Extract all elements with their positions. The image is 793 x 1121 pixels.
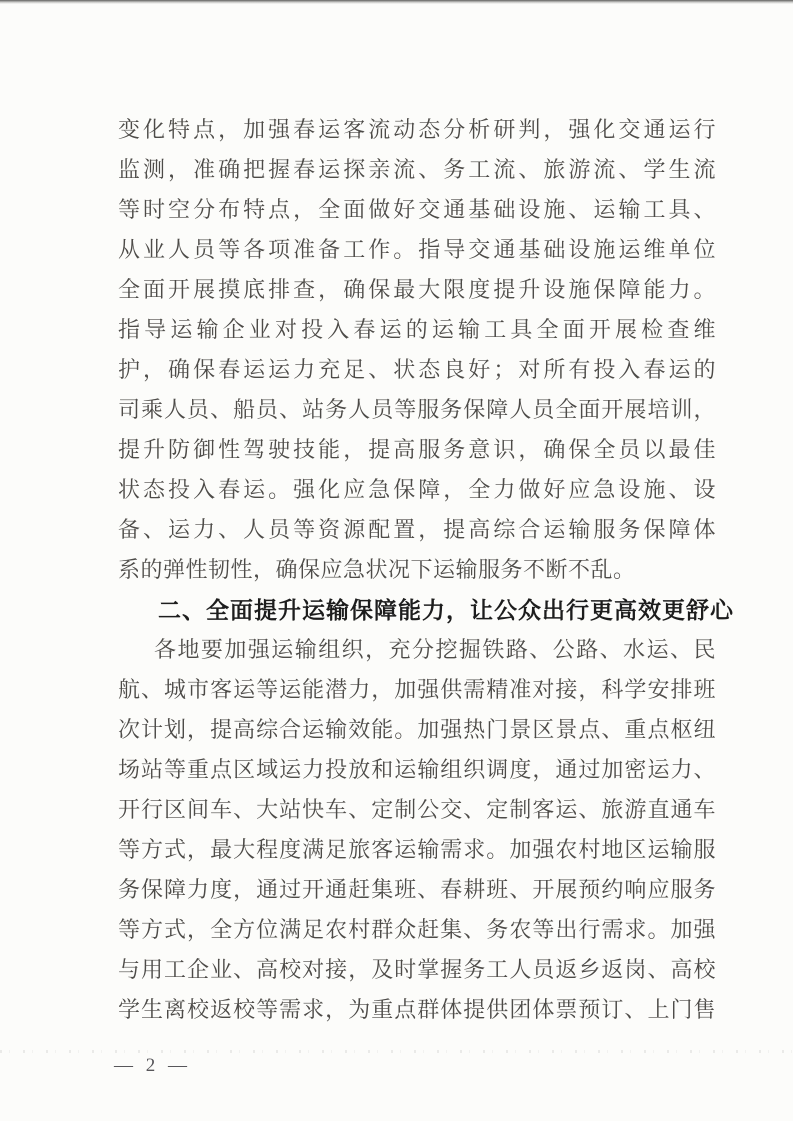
text-line: 学生离校返校等需求，为重点群体提供团体票预订、上门售 — [118, 997, 716, 1022]
text-line: 备、运力、人员等资源配置，提高综合运输服务保障体 — [118, 517, 716, 542]
text-line: 提升防御性驾驶技能，提高服务意识，确保全员以最佳 — [118, 437, 716, 462]
document-body — [118, 110, 734, 1030]
text-line: 变化特点，加强春运客流动态分析研判，强化交通运行 — [118, 117, 716, 142]
scan-noise-artifact — [0, 1050, 793, 1053]
text-line: 等时空分布特点，全面做好交通基础设施、运输工具、 — [118, 197, 716, 222]
text-line: 场站等重点区域运力投放和运输组织调度，通过加密运力、 — [118, 757, 716, 782]
text-line: 航、城市客运等运能潜力，加强供需精准对接，科学安排班 — [118, 677, 716, 702]
text-line: 次计划，提高综合运输效能。加强热门景区景点、重点枢纽 — [118, 717, 716, 742]
text-line: 等方式，全方位满足农村群众赶集、务农等出行需求。加强 — [118, 917, 716, 942]
text-line: 务保障力度，通过开通赶集班、春耕班、开展预约响应服务 — [118, 877, 716, 902]
text-line: 等方式，最大程度满足旅客运输需求。加强农村地区运输服 — [118, 837, 716, 862]
text-line: 系的弹性韧性，确保应急状况下运输服务不断不乱。 — [118, 557, 636, 582]
text-line: 各地要加强运输组织，充分挖掘铁路、公路、水运、民 — [154, 637, 716, 662]
text-line: 与用工企业、高校对接，及时掌握务工人员返乡返岗、高校 — [118, 957, 716, 982]
text-line: 护，确保春运运力充足、状态良好；对所有投入春运的 — [118, 357, 716, 382]
text-line: 状态投入春运。强化应急保障，全力做好应急设施、设 — [118, 477, 716, 502]
page-number: — 2 — — [114, 1055, 191, 1076]
text-line: 指导运输企业对投入春运的运输工具全面开展检查维 — [118, 317, 716, 342]
text-line: 司乘人员、船员、站务人员等服务保障人员全面开展培训， — [118, 397, 716, 422]
text-line: 监测，准确把握春运探亲流、务工流、旅游流、学生流 — [118, 157, 716, 182]
text-line: 从业人员等各项准备工作。指导交通基础设施运维单位 — [118, 237, 716, 262]
text-line: 开行区间车、大站快车、定制公交、定制客运、旅游直通车 — [118, 797, 716, 822]
text-line: 全面开展摸底排查，确保最大限度提升设施保障能力。 — [118, 277, 716, 302]
section-heading: 二、全面提升运输保障能力，让公众出行更高效更舒心 — [158, 597, 734, 623]
scan-edge-artifact — [0, 0, 793, 4]
